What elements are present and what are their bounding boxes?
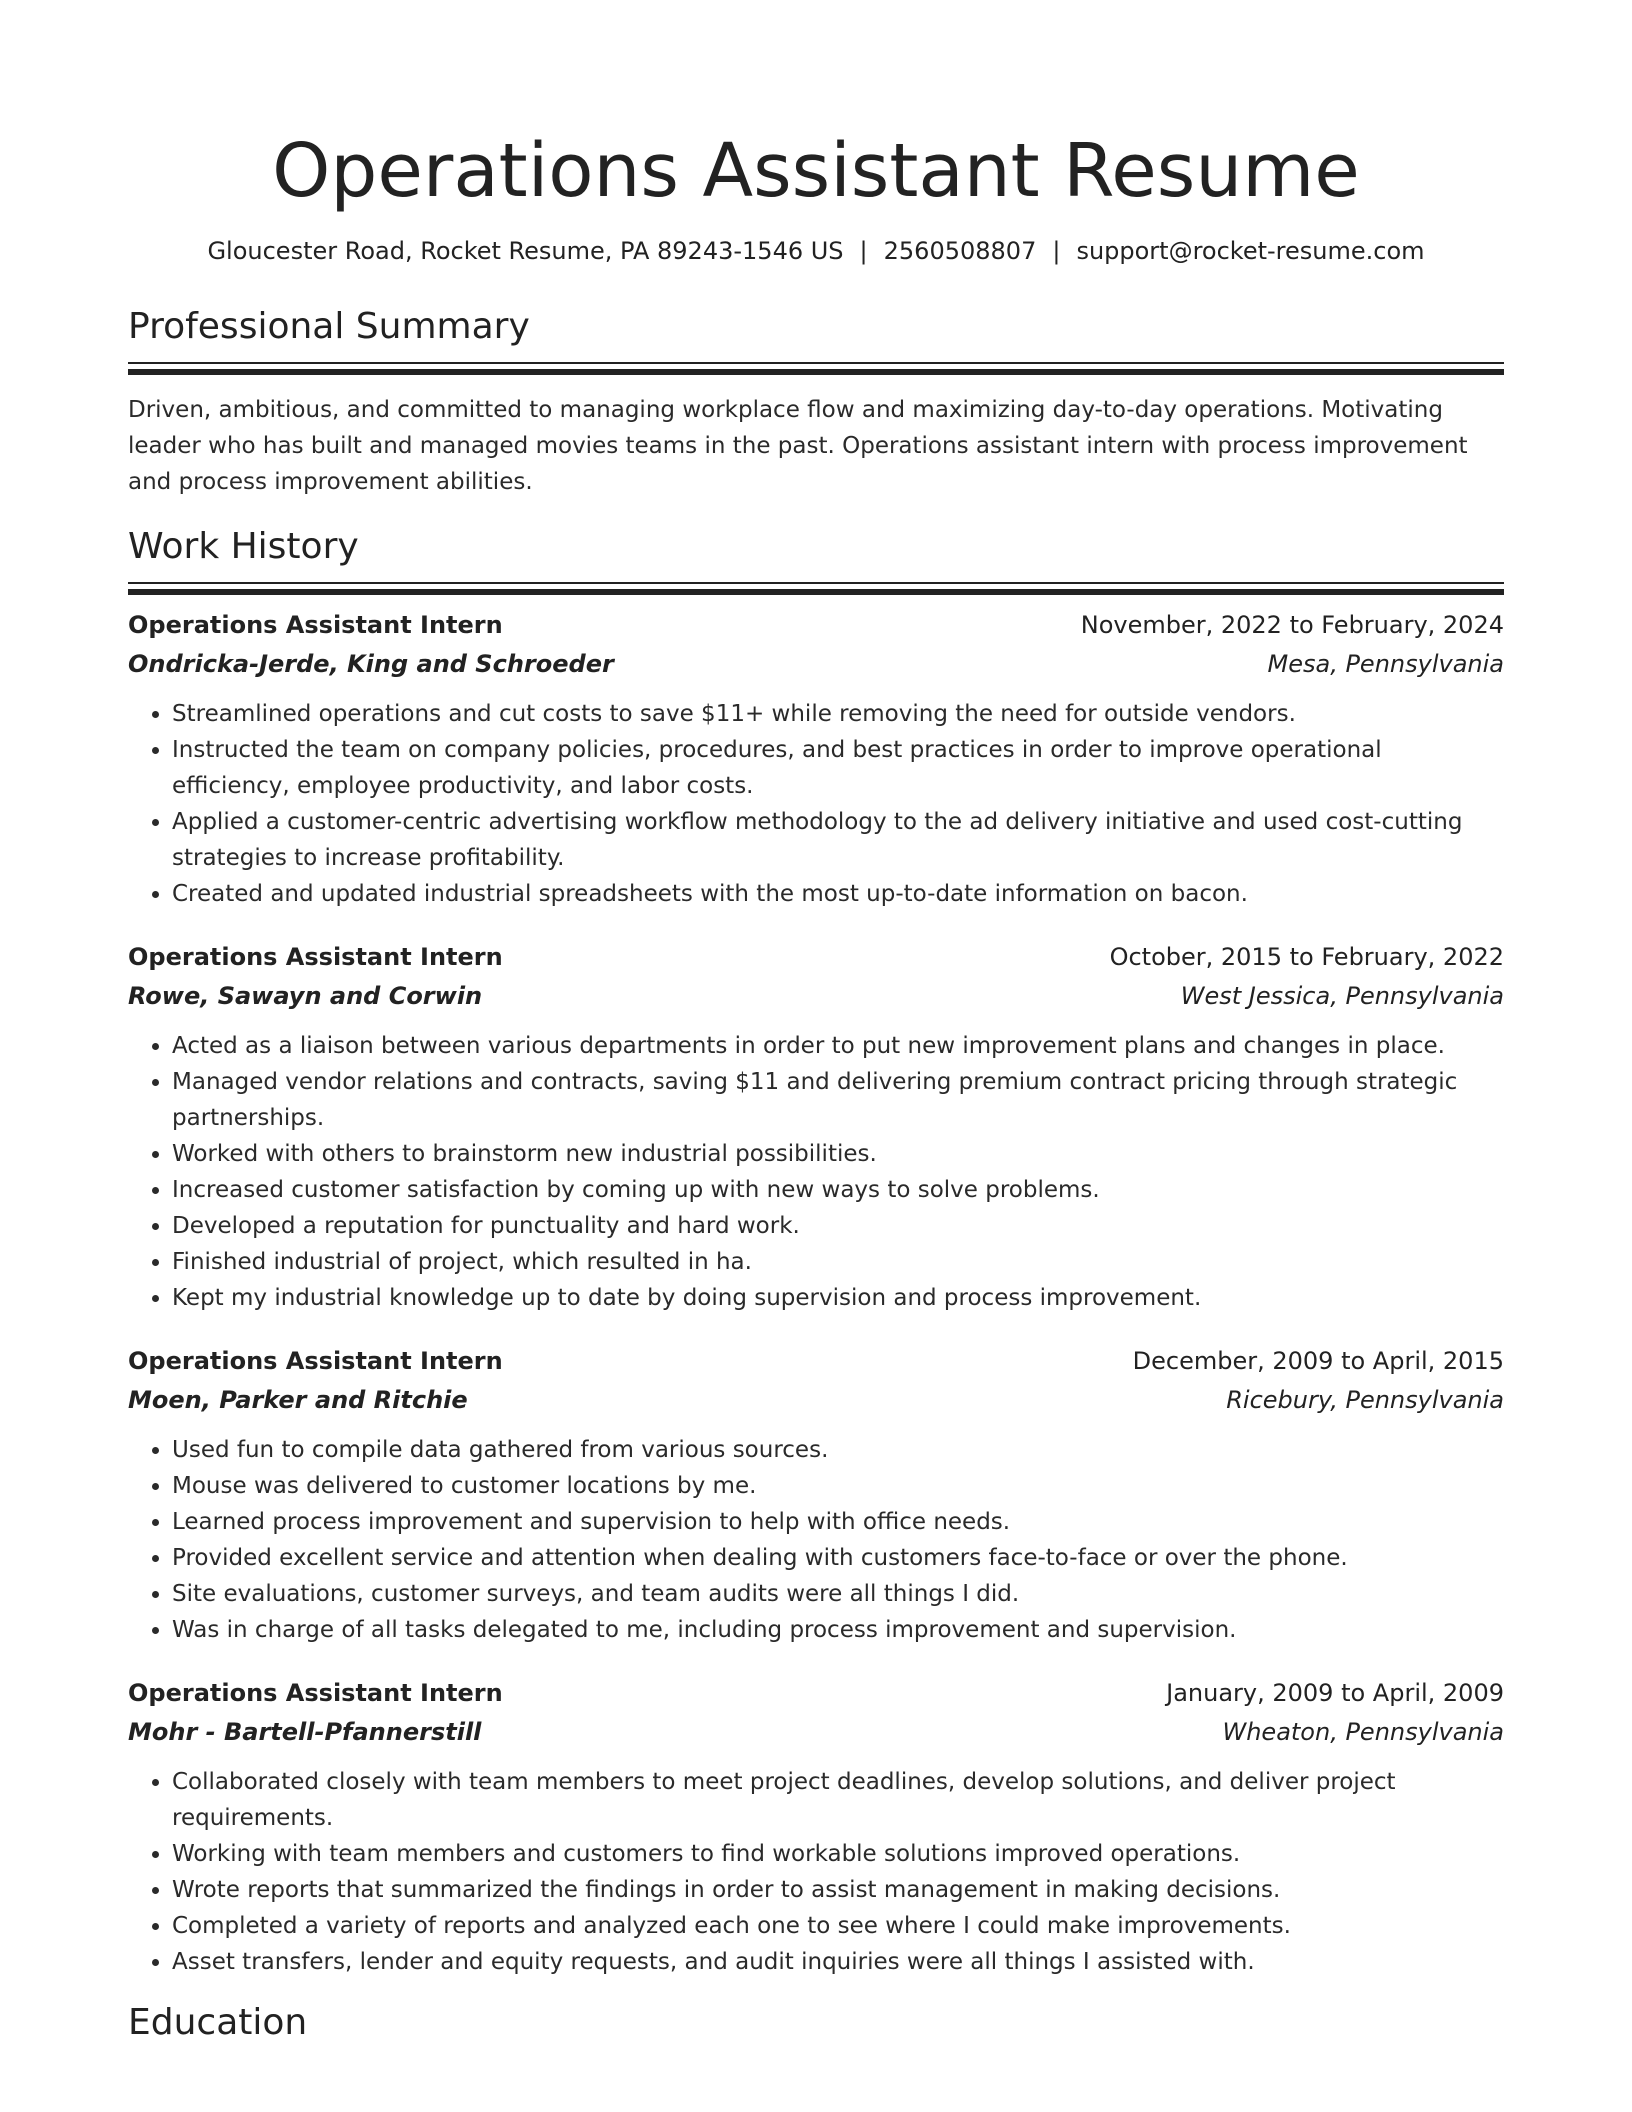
job-company-row — [128, 1380, 1504, 1420]
job-header-row — [128, 1674, 1504, 1712]
job-entry — [128, 938, 1504, 1316]
job-company: Moen, Parker and Ritchie — [128, 1386, 468, 1414]
education-section — [128, 1998, 1504, 2048]
list-item: • Developed a reputation for punctuality and hard work. — [172, 1208, 1504, 1244]
resume-page — [128, 0, 1504, 2048]
job-dates: December, 2009 to April, 2015 — [1132, 1347, 1504, 1375]
list-item: • Kept my industrial knowledge up to date by doing supervision and process improvement. — [172, 1280, 1504, 1316]
job-title: Operations Assistant Intern — [128, 1679, 503, 1707]
education-heading: Education — [128, 2002, 308, 2043]
list-item: • Site evaluations, customer surveys, and team audits were all things I did. — [172, 1576, 1504, 1612]
job-company: Ondricka-Jerde, King and Schroeder — [128, 650, 614, 678]
list-item: • Completed a variety of reports and analyzed each one to see where I could make improvements. — [172, 1908, 1504, 1944]
job-entry — [128, 606, 1504, 912]
job-header-row — [128, 1342, 1504, 1380]
list-item: • Was in charge of all tasks delegated to me, including process improvement and supervision. — [172, 1612, 1504, 1648]
job-bullets — [128, 1764, 1504, 1980]
job-company-row — [128, 644, 1504, 684]
job-company: Rowe, Sawayn and Corwin — [128, 982, 483, 1010]
list-item: • Finished industrial of project, which resulted in ha. — [172, 1244, 1504, 1280]
contact-line — [128, 234, 1504, 268]
list-item: • Acted as a liaison between various departments in order to put new improvement plans and changes in place. — [172, 1028, 1504, 1064]
job-location: West Jessica, Pennsylvania — [1180, 982, 1504, 1010]
list-item: • Increased customer satisfaction by coming up with new ways to solve problems. — [172, 1172, 1504, 1208]
section-rule — [128, 582, 1504, 594]
summary-heading: Professional Summary — [128, 306, 530, 347]
job-company-row — [128, 1712, 1504, 1752]
list-item: • Streamlined operations and cut costs to save $11+ while removing the need for outside vendors. — [172, 696, 1504, 732]
list-item: • Collaborated closely with team members to meet project deadlines, develop solutions, and deliver project requirements. — [172, 1764, 1504, 1836]
list-item: • Worked with others to brainstorm new industrial possibilities. — [172, 1136, 1504, 1172]
contact-address: Gloucester Road, Rocket Resume, PA 89243-1546 US — [207, 237, 844, 265]
contact-email: support@rocket-resume.com — [1076, 237, 1425, 265]
page-title: Operations Assistant Resume — [272, 128, 1360, 214]
job-title: Operations Assistant Intern — [128, 1347, 503, 1375]
list-item: • Managed vendor relations and contracts, saving $11 and delivering premium contract pricing through strategic partnerships. — [172, 1064, 1504, 1136]
job-dates: January, 2009 to April, 2009 — [1166, 1679, 1504, 1707]
job-dates: November, 2022 to February, 2024 — [1080, 611, 1504, 639]
list-item: • Created and updated industrial spreadsheets with the most up-to-date information on bacon. — [172, 876, 1504, 912]
summary-text: Driven, ambitious, and committed to managing workplace flow and maximizing day-to-day operations. Motivating leader who has built and managed movies teams in the past. Operations assistant intern with process improvement and process improvement abilities. — [128, 397, 1468, 495]
job-location: Ricebury, Pennsylvania — [1226, 1386, 1504, 1414]
contact-separator: | — [859, 237, 868, 265]
job-bullets — [128, 1432, 1504, 1648]
list-item: • Learned process improvement and supervision to help with office needs. — [172, 1504, 1504, 1540]
contact-separator: | — [1052, 237, 1061, 265]
list-item: • Asset transfers, lender and equity requests, and audit inquiries were all things I assisted with. — [172, 1944, 1504, 1980]
work-history-heading: Work History — [128, 526, 359, 567]
contact-phone: 2560508807 — [883, 237, 1037, 265]
job-header-row — [128, 938, 1504, 976]
list-item: • Mouse was delivered to customer locations by me. — [172, 1468, 1504, 1504]
job-bullets — [128, 1028, 1504, 1316]
list-item: • Instructed the team on company policies, procedures, and best practices in order to improve operational efficiency, employee productivity, and labor costs. — [172, 732, 1504, 804]
job-company-row — [128, 976, 1504, 1016]
job-location: Wheaton, Pennsylvania — [1222, 1718, 1504, 1746]
section-rule — [128, 362, 1504, 374]
job-entry — [128, 1674, 1504, 1980]
work-history-section — [128, 522, 1504, 1980]
job-header-row — [128, 606, 1504, 644]
job-location: Mesa, Pennsylvania — [1267, 650, 1504, 678]
job-company: Mohr - Bartell-Pfannerstill — [128, 1718, 482, 1746]
summary-section — [128, 302, 1504, 500]
job-entry — [128, 1342, 1504, 1648]
job-dates: October, 2015 to February, 2022 — [1109, 943, 1504, 971]
list-item: • Applied a customer-centric advertising workflow methodology to the ad delivery initiative and used cost-cutting strategies to increase profitability. — [172, 804, 1504, 876]
job-title: Operations Assistant Intern — [128, 611, 503, 639]
list-item: • Used fun to compile data gathered from various sources. — [172, 1432, 1504, 1468]
list-item: • Provided excellent service and attention when dealing with customers face-to-face or over the phone. — [172, 1540, 1504, 1576]
job-title: Operations Assistant Intern — [128, 943, 503, 971]
list-item: • Working with team members and customers to find workable solutions improved operations. — [172, 1836, 1504, 1872]
list-item: • Wrote reports that summarized the findings in order to assist management in making decisions. — [172, 1872, 1504, 1908]
job-bullets — [128, 696, 1504, 912]
